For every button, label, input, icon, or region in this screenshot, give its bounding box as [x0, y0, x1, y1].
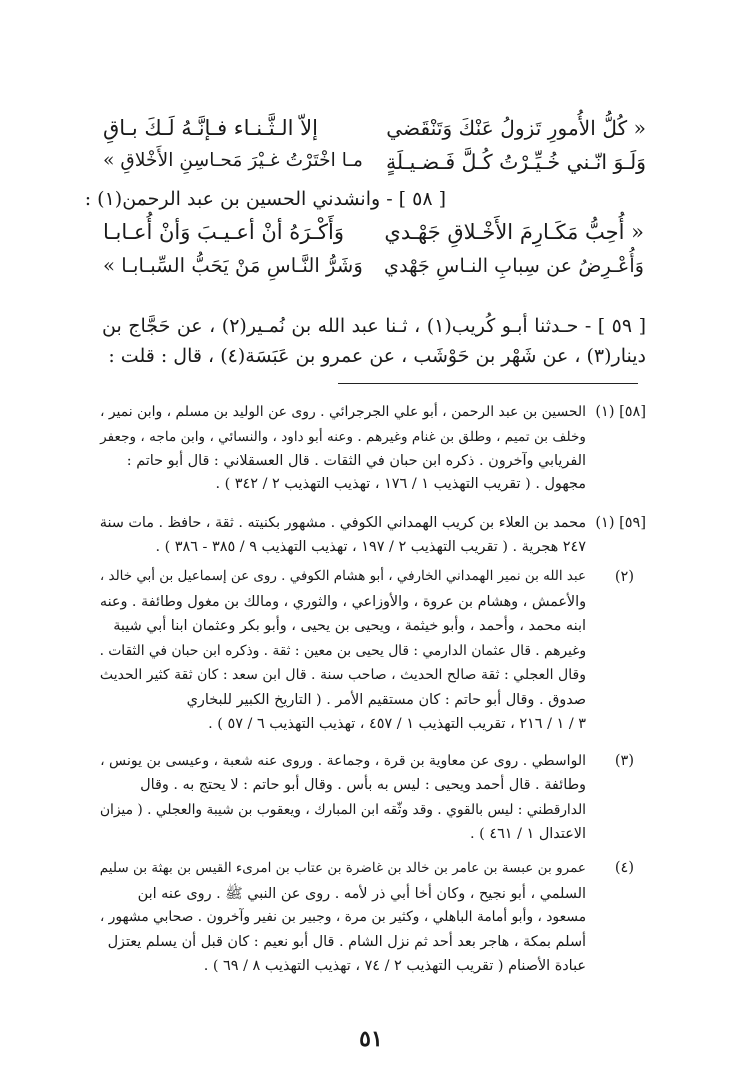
para-59-line-1: [ ٥٩ ] - حـدثنا أبـو كُريب(١) ، ثـنا عبد الله بن نُمـير(٢) ، عن حَجَّاج بن	[102, 315, 646, 337]
poem-1-line-1-left: إلاّ الـثَّـنـاء فـإنَّـهُ لَـكَ بـاقِ	[103, 116, 318, 140]
footnote-58-line: مجهول . ( تقريب التهذيب ١ / ١٧٦ ، تهذيب التهذيب ٢ / ٣٤٢ ) .	[215, 476, 586, 492]
footnote-58-line: الحسين بن عبد الرحمن ، أبو علي الجرجرائي . روى عن الوليد بن مسلم ، وابن نمير ،	[99, 404, 586, 420]
heading-58: [ ٥٨ ] - وانشدني الحسين بن عبد الرحمن(١) :	[84, 188, 446, 210]
footnote-3-line: الاعتدال ١ / ٤٦١ ) .	[470, 826, 586, 842]
footnote-3-number: (٣)	[614, 753, 634, 769]
poem-1-line-1-right: « كُلُّ الأُمورِ تَزولُ عَنْكَ وَتَنْقَضي	[386, 116, 646, 140]
poem-1-line-2-right: وَلَـوَ انّـني خُـيِّـرْتُ كُـلَّ فَـضـيـلَةٍ	[385, 150, 646, 174]
footnote-58-line: وخلف بن تميم ، وطلق بن غنام وغيرهم . وعنه أبو داود ، والنسائي ، وابن ماجه ، وجعفر	[100, 429, 586, 445]
footnote-2-line: والأعمش ، وهشام بن عروة ، والأوزاعي ، والثوري ، ومالك بن مغول وطائفة . وعنه	[99, 594, 586, 610]
footnote-2-line: ابنه محمد ، وأحمد ، وأبو خيثمة ، ويحيى بن يحيى ، وأبو بكر وعثمان ابنا أبي شيبة	[113, 618, 586, 634]
footnote-2-line: وغيرهم . قال عثمان الدارمي : قال يحيى بن معين : ثقة . وذكره ابن حبان في الثقات .	[99, 643, 586, 659]
footnote-2-number: (٢)	[614, 569, 634, 585]
footnote-4-line: عبادة الأصنام ( تقريب التهذيب ٢ / ٧٤ ، تهذيب التهذيب ٨ / ٦٩ ) .	[203, 958, 586, 974]
footnote-3-line: الدارقطني : ليس بالقوي . وقد وثّقه ابن المبارك ، ويعقوب بن شيبة والعجلي . ( ميزان	[99, 802, 586, 818]
poem-2-line-1-right: « أُحِبُّ مَكَـارِمَ الأَخْـلاقِ جَهْـدي	[384, 220, 644, 244]
footnote-59-number: [٥٩] (١)	[595, 515, 646, 531]
footnote-3-line: الواسطي . روى عن معاوية بن قرة ، وجماعة . وروى عنه شعبة ، وعيسى بن يونس ،	[100, 753, 586, 769]
poem-1-line-2-left: مـا اخْتَرْتُ غـيْرَ مَحـاسِنِ الأَخْلاقِ »	[103, 150, 363, 171]
poem-2-line-1-left: وَأَكْـرَهُ أنْ أعـيـبَ وَأنْ أُعـابـا	[103, 220, 345, 244]
footnote-2-line: صدوق . وقال أبو حاتم : كان مستقيم الأمر . ( التاريخ الكبير للبخاري	[186, 692, 586, 708]
footnote-58-number: [٥٨] (١)	[595, 404, 646, 420]
footnote-59-line: محمد بن العلاء بن كريب الهمداني الكوفي . مشهور بكنيته . ثقة ، حافظ . مات سنة	[99, 515, 586, 531]
para-59-line-2: دينار(٣) ، عن شَهْر بن حَوْشَب ، عن عمرو بن عَبَسَة(٤) ، قال : قلت :	[108, 345, 646, 367]
footnote-3-line: وطائفة . قال أحمد ويحيى : ليس به بأس . وقال أبو حاتم : لا يحتج به . وقال	[140, 777, 586, 793]
footnote-2-line: عبد الله بن نمير الهمداني الخارفي ، أبو هشام الكوفي . روى عن إسماعيل بن أبي خالد ،	[99, 569, 586, 584]
footnote-59-line: ٢٤٧ هجرية . ( تقريب التهذيب ٢ / ١٩٧ ، تهذيب التهذيب ٩ / ٣٨٥ - ٣٨٦ ) .	[155, 539, 586, 555]
footnote-2-line: ٣ / ١ / ٢١٦ ، تقريب التهذيب ١ / ٤٥٧ ، تهذيب التهذيب ٦ / ٥٧ ) .	[208, 716, 586, 732]
page-number: ٥١	[359, 1026, 383, 1052]
footnote-2-line: وقال العجلي : ثقة صالح الحديث ، صاحب سنة . قال ابن سعد : كان ثقة كثير الحديث	[99, 667, 586, 683]
poem-2-line-2-left: وَشَرُّ النَّـاسِ مَنْ يَحَبُّ السِّبـابـا »	[103, 254, 363, 277]
footnote-4-line: أسلم بمكة ، هاجر بعد أحد ثم نزل الشام . قال أبو نعيم : كان قبل أن يسلم يعتزل	[107, 934, 586, 950]
footnote-4-line: عمرو بن عبسة بن عامر بن خالد بن غاضرة بن عتاب بن امرىء القيس بن بهثة بن سليم	[99, 860, 586, 876]
footnote-4-number: (٤)	[614, 860, 634, 876]
poem-2-line-2-right: وَأُعْـرِضُ عن سِبابِ النـاسِ جَهْدي	[384, 254, 644, 277]
footnote-4-line: مسعود ، وأبو أمامة الباهلي ، وكثير بن مرة ، وجبير بن نفير وآخرون . صحابي مشهور ،	[99, 909, 586, 925]
footnote-58-line: الفريابي وآخرون . ذكره ابن حبان في الثقات . قال العسقلاني : قال أبو حاتم :	[126, 453, 586, 469]
footnote-separator	[338, 383, 638, 384]
footnote-4-line: السلمي ، أبو نجيح ، وكان أخا أبي ذر لأمه . روى عن النبي ﷺ . روى عنه ابن	[137, 886, 586, 902]
